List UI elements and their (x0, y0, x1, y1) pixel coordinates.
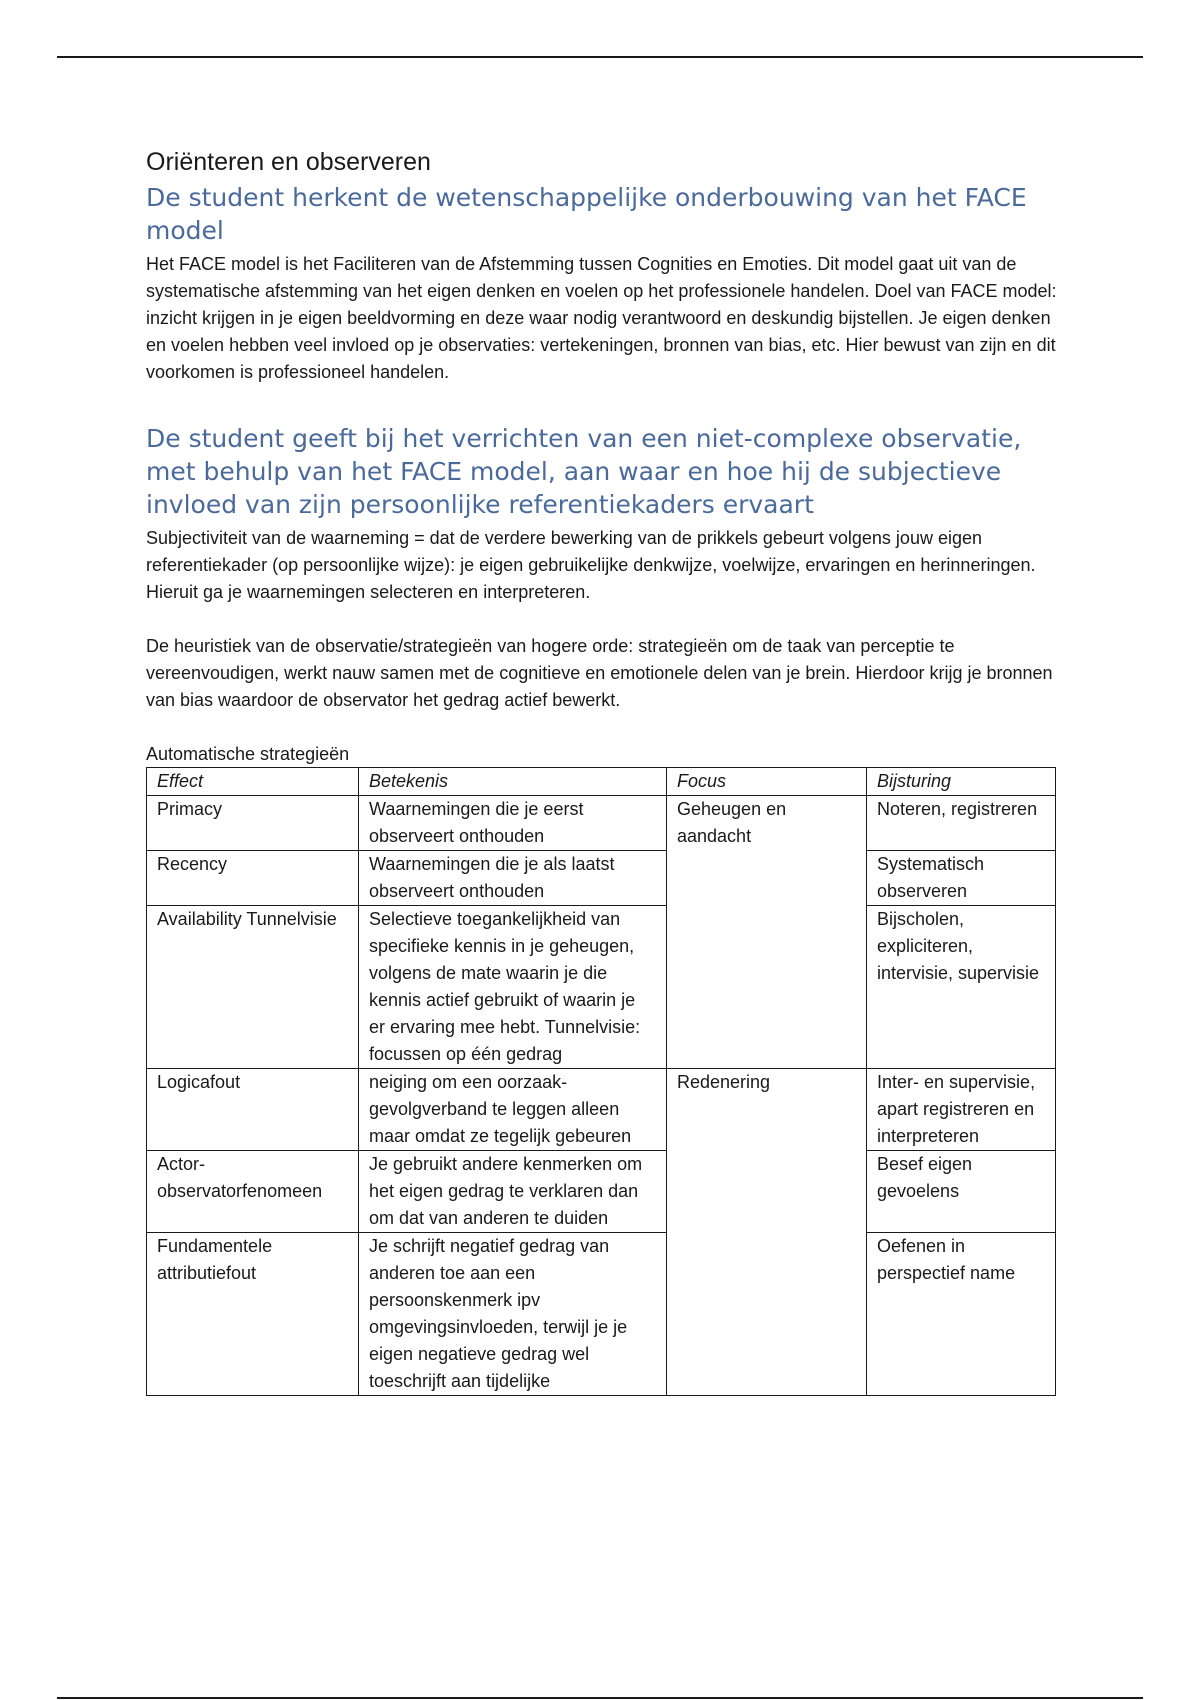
cell-effect: Recency (147, 851, 359, 906)
heading-subjectieve-invloed: De student geeft bij het verrichten van een niet-complexe observatie, met behulp van het FACE model, aan waar en hoe hij de subjectieve invloed van zijn persoonlijke referentiekaders ervaart (146, 424, 1022, 519)
cell-betekenis: Je gebruikt andere kenmerken om het eigen gedrag te verklaren dan om dat van anderen te duiden (359, 1151, 667, 1233)
paragraph-subjectiviteit: Subjectiviteit van de waarneming = dat de verdere bewerking van de prikkels gebeurt volgens jouw eigen referentiekader (op persoonlijke wijze): je eigen gebruikelijke denkwijze, voelwijze, ervaringen en herinneringen. Hieruit ga je waarnemingen selecteren en interpreteren. (146, 528, 1036, 602)
header-rule (57, 56, 1143, 58)
strategies-table (146, 767, 1056, 1396)
heading-face-onderbouwing: De student herkent de wetenschappelijke onderbouwing van het FACE model (146, 183, 1027, 245)
cell-bijsturing: Inter- en supervisie, apart registreren en interpreteren (867, 1069, 1056, 1151)
cell-focus: Redenering (667, 1069, 867, 1396)
cell-betekenis: Waarnemingen die je als laatst observeert onthouden (359, 851, 667, 906)
cell-bijsturing: Besef eigen gevoelens (867, 1151, 1056, 1233)
cell-bijsturing: Noteren, registreren (867, 796, 1056, 851)
cell-bijsturing: Systematisch observeren (867, 851, 1056, 906)
cell-betekenis: Je schrijft negatief gedrag van anderen toe aan een persoonskenmerk ipv omgevingsinvloeden, terwijl je je eigen negatieve gedrag wel toeschrijft aan tijdelijke (359, 1233, 667, 1396)
cell-betekenis: Waarnemingen die je eerst observeert onthouden (359, 796, 667, 851)
header-focus: Focus (667, 768, 867, 796)
header-effect: Effect (147, 768, 359, 796)
table-row (147, 1151, 1056, 1233)
cell-effect: Fundamentele attributiefout (147, 1233, 359, 1396)
cell-bijsturing: Oefenen in perspectief name (867, 1233, 1056, 1396)
header-betekenis: Betekenis (359, 768, 667, 796)
table-row (147, 1233, 1056, 1396)
table-row (147, 851, 1056, 906)
paragraph-face-model: Het FACE model is het Faciliteren van de Afstemming tussen Cognities en Emoties. Dit model gaat uit van de systematische afstemming van het eigen denken en voelen op het professionele handelen. Doel van FACE model: inzicht krijgen in je eigen beeldvorming en deze waar nodig verantwoord en deskundig bijstellen. Je eigen denken en voelen hebben veel invloed op je observaties: vertekeningen, bronnen van bias, etc. Hier bewust van zijn en dit voorkomen is professioneel handelen. (146, 254, 1057, 382)
paragraph-heuristiek: De heuristiek van de observatie/strategieën van hogere orde: strategieën om de taak van perceptie te vereenvoudigen, werkt nauw samen met de cognitieve en emotionele delen van je brein. Hierdoor krijg je bronnen van bias waardoor de observator het gedrag actief bewerkt. (146, 636, 1053, 710)
cell-effect: Primacy (147, 796, 359, 851)
table-header-row (147, 768, 1056, 796)
cell-betekenis: Selectieve toegankelijkheid van specifieke kennis in je geheugen, volgens de mate waarin je die kennis actief gebruikt of waarin je er ervaring mee hebt. Tunnelvisie: focussen op één gedrag (359, 906, 667, 1069)
table-caption: Automatische strategieën (146, 744, 350, 764)
cell-focus: Geheugen en aandacht (667, 796, 867, 1069)
cell-effect: Actor-observatorfenomeen (147, 1151, 359, 1233)
table-row (147, 796, 1056, 851)
table-row (147, 906, 1056, 1069)
cell-betekenis: neiging om een oorzaak-gevolgverband te leggen alleen maar omdat ze tegelijk gebeuren (359, 1069, 667, 1151)
document-body (146, 148, 1066, 1396)
table-row (147, 1069, 1056, 1151)
header-bijsturing: Bijsturing (867, 768, 1056, 796)
cell-effect: Logicafout (147, 1069, 359, 1151)
cell-effect: Availability Tunnelvisie (147, 906, 359, 1069)
cell-bijsturing: Bijscholen, expliciteren, intervisie, supervisie (867, 906, 1056, 1069)
section-title: Oriënteren en observeren (146, 148, 431, 176)
footer-rule (57, 1697, 1143, 1699)
